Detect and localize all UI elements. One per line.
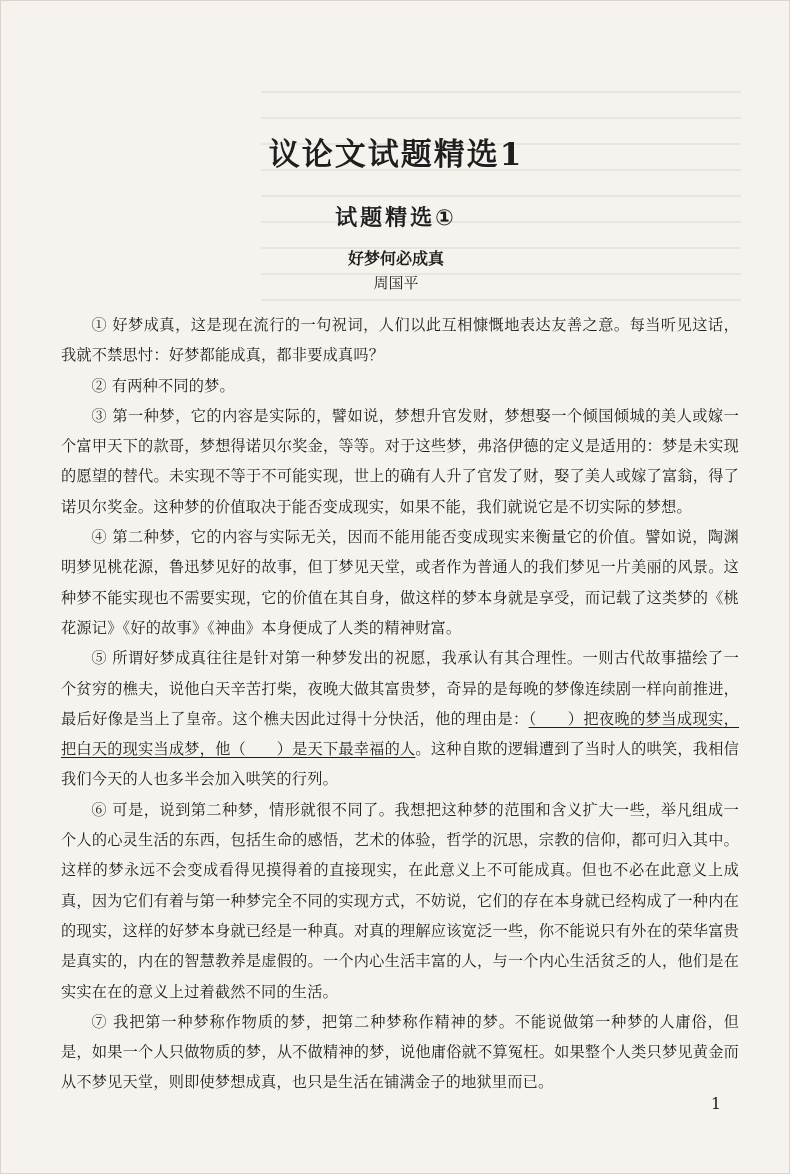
underlined-sentence: （ ）把夜晚的梦当成现实，把白天的现实当成梦，他（ ）是天下最幸福的人 [61,709,740,759]
paragraph-1: ① 好梦成真，这是现在流行的一句祝词，人们以此互相慷慨地表达友善之意。每当听见这话，我就不禁思忖：好梦都能成真，都非要成真吗？ [61,316,739,365]
paragraph-6: ⑥ 可是，说到第二种梦，情形就很不同了。我想把这种梦的范围和含义扩大一些，举凡组成一个人的心灵生活的东西，包括生命的感悟，艺术的体验，哲学的沉思，宗教的信仰，都可归入其中。这样的梦永远不会变成看得见摸得着的直接现实，在此意义上不可能成真。但也不必在此意义上成真，因为它们有着与第一种梦完全不同的实现方式，不妨说，它们的存在本身就已经构成了一种内在的现实，这样的好梦本身就已经是一种真。对真的理解应该宽泛一些，你不能说只有外在的荣华富贵是真实的，内在的智慧教养是虚假的。一个内心生活丰富的人，与一个内心生活贫乏的人，他们是在实实在在的意义上过着截然不同的生活。 [61,800,739,1001]
paragraph-7: ⑦ 我把第一种梦称作物质的梦，把第二种梦称作精神的梦。不能说做第一种梦的人庸俗，但是，如果一个人只做物质的梦，从不做精神的梦，说他庸俗就不算冤枉。如果整个人类只梦见黄金而从不梦见天堂，则即使梦想成真，也只是生活在铺满金子的地狱里而已。 [61,1012,739,1092]
paragraph-5-tail: 。这种自欺的逻辑遭到了当时人的哄笑，我相信我们今天的人也多半会加入哄笑的行列。 [61,740,739,789]
paragraph-2: ② 有两种不同的梦。 [91,376,235,395]
paragraph-5-lead: ⑤ 所谓好梦成真往往是针对第一种梦发出的祝愿，我承认有其合理性。一则古代故事描绘了一个贫穷的樵夫，说他白天辛苦打柴，夜晚大做其富贵梦，奇异的是每晚的梦像连续剧一样向前推进，最后好像是当上了皇帝。这个樵夫因此过得十分快活，他的理由是： [61,649,739,728]
page-number: 1 [710,1094,722,1113]
article-author: 周国平 [373,274,419,292]
article-title: 好梦何必成真 [347,249,444,268]
page-title: 议论文试题精选1 [268,137,524,173]
paragraph-3: ③ 第一种梦，它的内容是实际的，譬如说，梦想升官发财，梦想娶一个倾国倾城的美人或嫁一个富甲天下的款哥，梦想得诺贝尔奖金，等等。对于这些梦，弗洛伊德的定义是适用的：梦是未实现的愿望的替代。未实现不等于不可能实现，世上的确有人升了官发了财，娶了美人或嫁了富翁，得了诺贝尔奖金。这种梦的价值取决于能否变成现实，如果不能，我们就说它是不切实际的梦想。 [61,406,739,516]
paragraph-4: ④ 第二种梦，它的内容与实际无关，因而不能用能否变成现实来衡量它的价值。譬如说，陶渊明梦见桃花源，鲁迅梦见好的故事，但丁梦见天堂，或者作为普通人的我们梦见一片美丽的风景。这种梦不能实现也不需要实现，它的价值在其自身，做这样的梦本身就是享受，而记载了这类梦的《桃花源记》《好的故事》《神曲》本身便成了人类的精神财富。 [61,528,739,637]
paragraph-5 [61,643,739,794]
section-title: 试题精选① [335,206,457,231]
article-body [61,310,739,1098]
